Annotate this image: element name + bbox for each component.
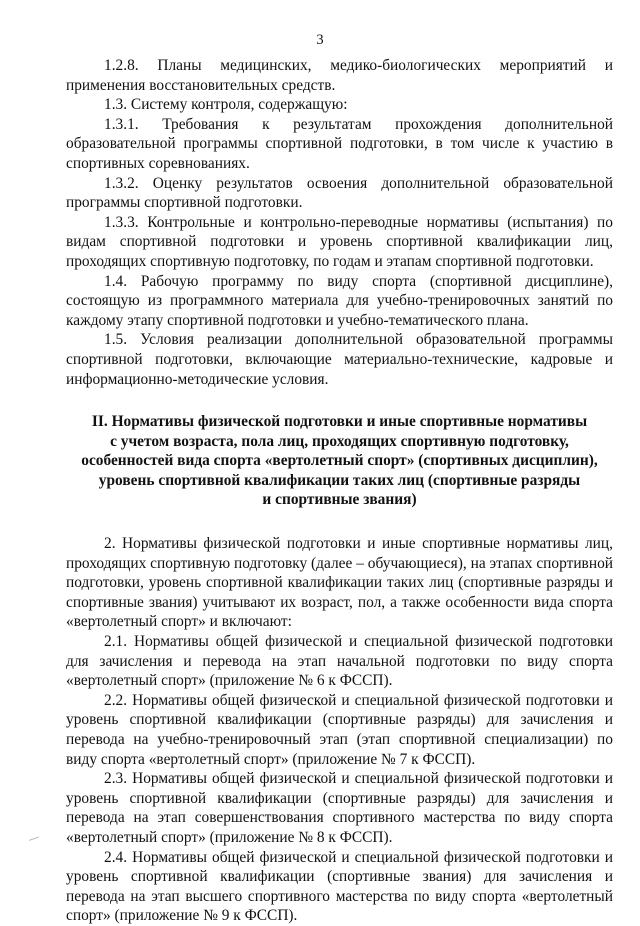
paragraph-2-4: 2.4. Нормативы общей физической и специальной физической подготовки и уровень спортивной квалификации (спортивные звания) для зачисления и перевода на этап высшего спортивного мастерства по виду спорта «вертолетный спорт» (приложение № 9 к ФССП). bbox=[66, 848, 613, 925]
paragraph-1-4: 1.4. Рабочую программу по виду спорта (спортивной дисциплине), состоящую из программного материала для учебно-тренировочных занятий по каждому этапу спортивной подготовки и учебно-тематического плана. bbox=[66, 272, 613, 329]
heading-line: и спортивные звания) bbox=[262, 491, 417, 509]
paragraph-1-3-1: 1.3.1. Требования к результатам прохождения дополнительной образовательной программы спортивной подготовки, в том числе к участию в спортивных соревнованиях. bbox=[66, 115, 613, 172]
heading-line: уровень спортивной квалификации таких лиц (спортивные разряды bbox=[98, 471, 581, 489]
paragraph-1-3-3: 1.3.3. Контрольные и контрольно-переводные нормативы (испытания) по видам спортивной подготовки и уровень спортивной квалификации лиц, проходящих спортивную подготовку, по годам и этапам спортивной подготовки. bbox=[66, 213, 613, 270]
paragraph-2-3: 2.3. Нормативы общей физической и специальной физической подготовки и уровень спортивной квалификации (спортивные разряды) для зачисления и перевода на этап совершенствования спортивного мастерства по виду спорта «вертолетный спорт» (приложение № 8 к ФССП). bbox=[66, 770, 613, 846]
heading-line: с учетом возраста, пола лиц, проходящих спортивную подготовку, bbox=[110, 432, 569, 450]
heading-line: особенностей вида спорта «вертолетный спорт» (спортивных дисциплин), bbox=[81, 452, 598, 470]
paragraph-1-5: 1.5. Условия реализации дополнительной образовательной программы спортивной подготовки, включающие материально-технические, кадровые и информационно-методические условия. bbox=[66, 331, 613, 388]
paragraph-2-2: 2.2. Нормативы общей физической и специальной физической подготовки и уровень спортивной квалификации (спортивные разряды) для зачисления и перевода на учебно-тренировочный этап (этап спортивной специализации) по виду спорта «вертолетный спорт» (приложение № 7 к ФССП). bbox=[66, 691, 613, 768]
paragraph-1-3-2: 1.3.2. Оценку результатов освоения дополнительной образовательной программы спортивной подготовки. bbox=[66, 174, 613, 212]
scan-mark bbox=[29, 837, 41, 847]
document-body bbox=[66, 56, 613, 926]
paragraph-1-2-8: 1.2.8. Планы медицинских, медико-биологических мероприятий и применения восстановительных средств. bbox=[66, 57, 613, 94]
paragraph-1-3: 1.3. Систему контроля, содержащую: bbox=[104, 96, 348, 114]
section-2-heading bbox=[66, 412, 613, 510]
paragraph-2-1: 2.1. Нормативы общей физической и специальной физической подготовки для зачисления и перевода на этап начальной подготовки по виду спорта «вертолетный спорт» (приложение № 6 к ФССП). bbox=[66, 633, 613, 690]
paragraph-2: 2. Нормативы физической подготовки и иные спортивные нормативы лиц, проходящих спортивную подготовку (далее – обучающиеся), на этапах спортивной подготовки, уровень спортивной квалификации таких лиц (спортивные разряды и спортивные звания) учитывают их возраст, пол, а также особенности вида спорта «вертолетный спорт» и включают: bbox=[66, 535, 613, 631]
page-number: 3 bbox=[316, 32, 324, 48]
heading-line: II. Нормативы физической подготовки и иные спортивные нормативы bbox=[91, 413, 588, 431]
